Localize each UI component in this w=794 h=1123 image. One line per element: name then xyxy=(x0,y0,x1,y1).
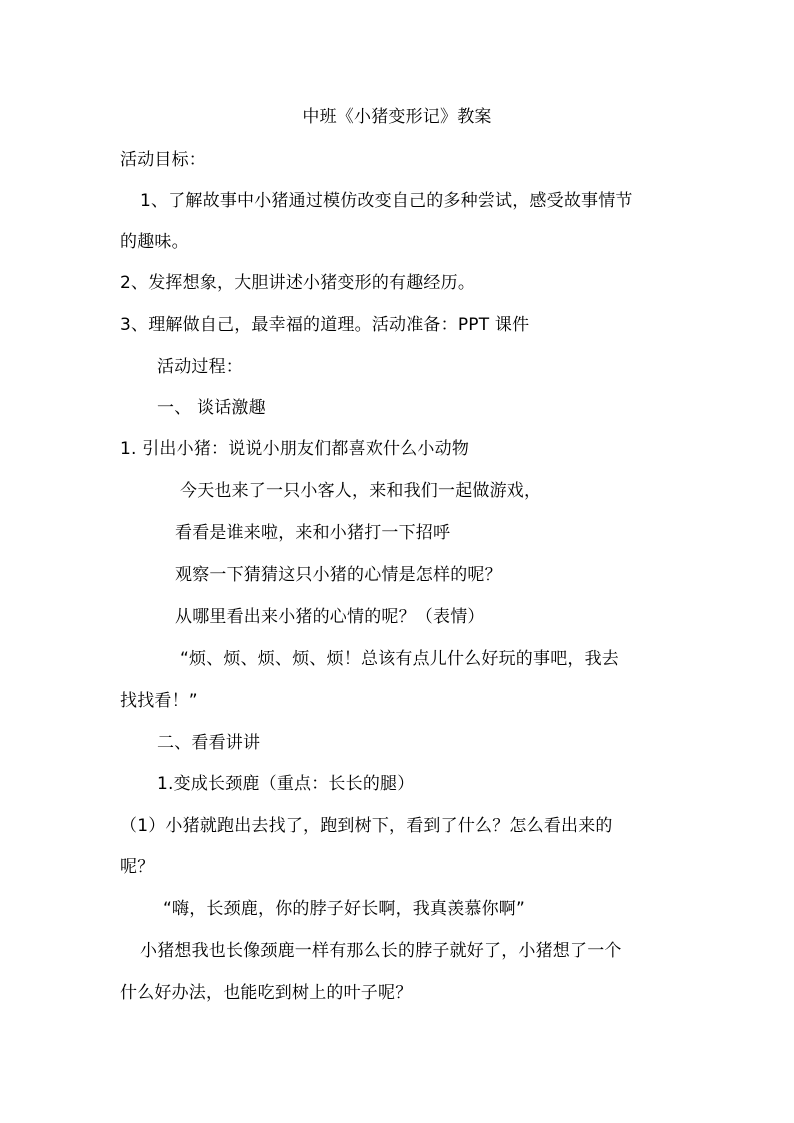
paragraph-line-greet: 看看是谁来啦，来和小猪打一下招呼 xyxy=(175,523,451,543)
paragraph-line-piggy-thinks: 小猪想我也长像颈鹿一样有那么长的脖子就好了，小猪想了一个 xyxy=(140,941,622,961)
paragraph-line-goal-1-cont: 的趣味。 xyxy=(120,232,189,252)
paragraph-line-quote-bored: “烦、烦、烦、烦、烦！总该有点儿什么好玩的事吧，我去 xyxy=(180,649,620,669)
paragraph-line-activity-goals: 活动目标： xyxy=(120,150,206,170)
paragraph-line-quote-giraffe: “嗨，长颈鹿，你的脖子好长啊，我真羡慕你啊” xyxy=(163,899,526,919)
paragraph-line-guest: 今天也来了一只小客人，来和我们一起做游戏， xyxy=(180,481,542,501)
paragraph-line-goal-3: 3、理解做自己，最幸福的道理。活动准备：PPT 课件 xyxy=(120,315,530,335)
paragraph-line-where: 从哪里看出来小猪的心情的呢？（表情） xyxy=(175,607,485,627)
paragraph-line-observe: 观察一下猜猜这只小猪的心情是怎样的呢？ xyxy=(175,565,502,585)
section-heading-1: 一、 谈话激趣 xyxy=(157,398,266,418)
paragraph-line-giraffe: 1.变成长颈鹿（重点：长长的腿） xyxy=(157,774,415,794)
paragraph-line-goal-1: 1、了解故事中小猪通过模仿改变自己的多种尝试，感受故事情节 xyxy=(140,191,633,211)
document-title: 中班《小猪变形记》教案 xyxy=(302,107,492,127)
paragraph-line-question-1: （1）小猪就跑出去找了，跑到树下，看到了什么？怎么看出来的 xyxy=(120,816,613,836)
paragraph-line-piggy-thinks-cont: 什么好办法，也能吃到树上的叶子呢？ xyxy=(120,983,413,1003)
paragraph-line-activity-process: 活动过程： xyxy=(157,357,243,377)
paragraph-line-question-1-cont: 呢？ xyxy=(120,857,155,877)
paragraph-line-goal-2: 2、发挥想象，大胆讲述小猪变形的有趣经历。 xyxy=(120,273,476,293)
section-heading-2: 二、看看讲讲 xyxy=(157,733,261,753)
paragraph-line-step-1: 1. 引出小猪：说说小朋友们都喜欢什么小动物 xyxy=(120,439,470,459)
paragraph-line-quote-bored-cont: 找找看！” xyxy=(120,691,198,711)
